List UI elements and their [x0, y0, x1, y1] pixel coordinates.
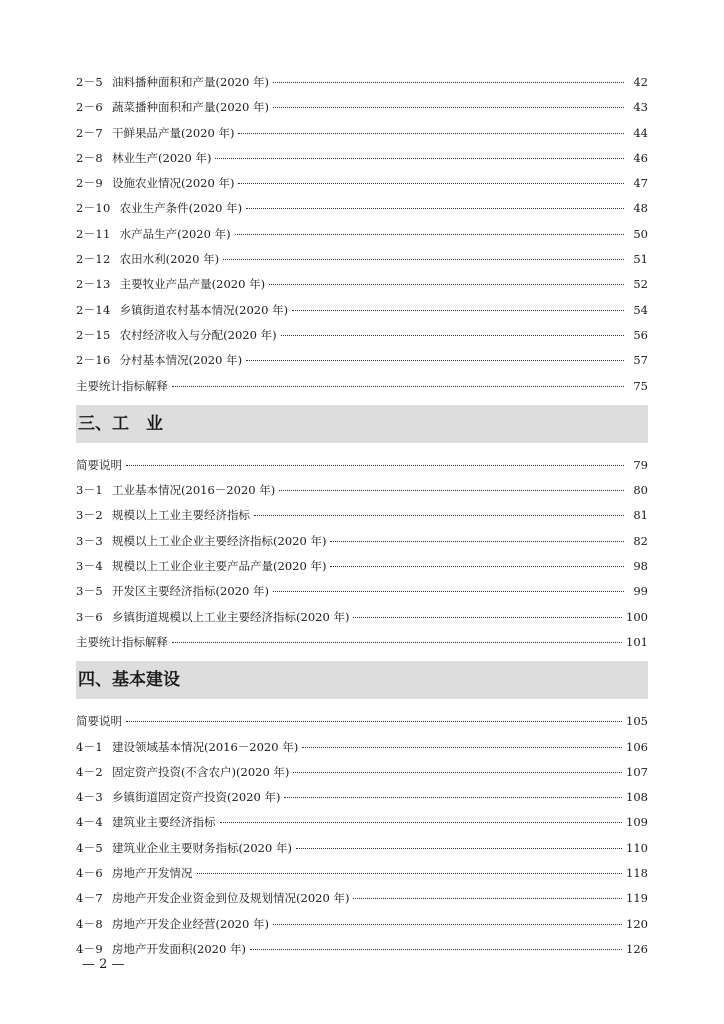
dot-leader — [235, 234, 624, 235]
toc-entry-title: 乡镇街道固定资产投资(2020 年) — [112, 790, 281, 805]
toc-entry[interactable] — [76, 760, 648, 785]
toc-entry-page: 56 — [633, 327, 648, 342]
toc-entry-title: 建筑业企业主要财务指标(2020 年) — [112, 840, 292, 855]
toc-entry-number: 3－5 — [76, 584, 104, 599]
toc-entry-number: 4－1 — [76, 739, 104, 754]
toc-entry[interactable] — [76, 298, 648, 323]
toc-entry[interactable] — [76, 453, 648, 478]
dot-leader — [238, 133, 624, 134]
toc-entry-page: 51 — [633, 252, 648, 267]
toc-entry-title: 规模以上工业主要经济指标 — [112, 508, 251, 523]
dot-leader — [172, 386, 624, 387]
dot-leader — [284, 797, 622, 798]
toc-entry[interactable] — [76, 709, 648, 734]
toc-entry-title: 房地产开发企业经营(2020 年) — [112, 916, 269, 931]
toc-entry-title: 主要统计指标解释 — [76, 634, 168, 649]
toc-entry[interactable] — [76, 554, 648, 579]
toc-entry-page: 99 — [633, 584, 648, 599]
toc-entry-title: 建筑业主要经济指标 — [112, 815, 216, 830]
toc-entry[interactable] — [76, 785, 648, 810]
toc-entry-page: 100 — [626, 609, 648, 624]
toc-entry-page: 43 — [633, 100, 648, 115]
toc-entry-title: 水产品生产(2020 年) — [119, 226, 231, 241]
section-heading: 三、工 业 — [76, 405, 648, 443]
toc-entry[interactable] — [76, 529, 648, 554]
toc-entry-title: 房地产开发企业资金到位及规划情况(2020 年) — [112, 891, 350, 906]
toc-entry[interactable] — [76, 937, 648, 962]
toc-entry-number: 2－9 — [76, 176, 104, 191]
dot-leader — [293, 772, 622, 773]
toc-entry[interactable] — [76, 912, 648, 937]
toc-entry[interactable] — [76, 222, 648, 247]
toc-entry-number: 3－1 — [76, 483, 104, 498]
toc-entry-number: 2－8 — [76, 150, 104, 165]
toc-entry[interactable] — [76, 323, 648, 348]
toc-entry-number: 2－14 — [76, 302, 111, 317]
toc-entry-page: 75 — [633, 378, 648, 393]
toc-entry[interactable] — [76, 605, 648, 630]
dot-leader — [279, 490, 624, 491]
toc-entry[interactable] — [76, 374, 648, 399]
toc-entry-number: 4－7 — [76, 891, 104, 906]
dot-leader — [126, 465, 624, 466]
toc-entry-title: 工业基本情况(2016－2020 年) — [112, 483, 276, 498]
toc-entry-number: 2－5 — [76, 75, 104, 89]
dot-leader — [238, 183, 624, 184]
toc-entry-number: 4－8 — [76, 916, 104, 931]
dot-leader — [223, 259, 624, 260]
dot-leader — [273, 82, 624, 83]
toc-entry[interactable] — [76, 196, 648, 221]
toc-entry[interactable] — [76, 478, 648, 503]
toc-entry-title: 干鲜果品产量(2020 年) — [112, 125, 235, 140]
toc-entry-page: 82 — [633, 533, 648, 548]
toc-entry[interactable] — [76, 121, 648, 146]
toc-entry-page: 101 — [626, 634, 648, 649]
dot-leader — [296, 848, 622, 849]
dot-leader — [330, 566, 624, 567]
dot-leader — [273, 107, 624, 108]
toc-entry-number: 2－10 — [76, 201, 111, 216]
toc-entry-title: 主要统计指标解释 — [76, 378, 168, 393]
toc-entry[interactable] — [76, 836, 648, 861]
toc-entry-title: 油料播种面积和产量(2020 年) — [112, 75, 269, 89]
dot-leader — [246, 208, 624, 209]
toc-entry-page: 105 — [626, 714, 648, 729]
toc-entry-page: 57 — [633, 353, 648, 368]
toc-entry[interactable] — [76, 503, 648, 528]
toc-entry[interactable] — [76, 171, 648, 196]
toc-entry[interactable] — [76, 630, 648, 655]
toc-entry-title: 分村基本情况(2020 年) — [119, 353, 243, 368]
toc-entry-page: 81 — [633, 508, 648, 523]
toc-entry-page: 54 — [633, 302, 648, 317]
toc-entry-page: 48 — [633, 201, 648, 216]
toc-entry-title: 农业生产条件(2020 年) — [119, 201, 243, 216]
dot-leader — [281, 335, 624, 336]
toc-entry-title: 设施农业情况(2020 年) — [112, 176, 235, 191]
dot-leader — [197, 873, 623, 874]
dot-leader — [302, 747, 622, 748]
toc-entry[interactable] — [76, 70, 648, 95]
toc-entry-number: 4－3 — [76, 790, 104, 805]
dot-leader — [172, 642, 622, 643]
toc-entry-title: 主要牧业产品产量(2020 年) — [119, 277, 266, 292]
toc-entry-title: 房地产开发面积(2020 年) — [112, 941, 246, 956]
toc-entry-page: 126 — [626, 941, 648, 956]
toc-entry-page: 47 — [633, 176, 648, 191]
toc-entry-page: 120 — [626, 916, 648, 931]
toc-entry-title: 简要说明 — [76, 457, 122, 472]
toc-entry-number: 4－9 — [76, 941, 104, 956]
dot-leader — [126, 721, 622, 722]
toc-entry-title: 林业生产(2020 年) — [112, 150, 212, 165]
toc-entry-number: 3－6 — [76, 609, 104, 624]
toc-entry-number: 2－6 — [76, 100, 104, 115]
dot-leader — [353, 617, 622, 618]
toc-entry-page: 44 — [633, 125, 648, 140]
dot-leader — [254, 515, 624, 516]
toc-entry[interactable] — [76, 146, 648, 171]
toc-entry[interactable] — [76, 348, 648, 373]
toc-entry-number: 3－2 — [76, 508, 104, 523]
toc-entry-page: 107 — [626, 764, 648, 779]
toc-entry-title: 农田水利(2020 年) — [119, 252, 220, 267]
toc-entry-title: 建设领域基本情况(2016－2020 年) — [112, 739, 299, 754]
toc-entry-title: 开发区主要经济指标(2020 年) — [112, 584, 269, 599]
dot-leader — [215, 158, 624, 159]
dot-leader — [330, 541, 624, 542]
toc-entry-number: 2－13 — [76, 277, 111, 292]
toc-entry[interactable] — [76, 810, 648, 835]
toc-entry-number: 2－11 — [76, 226, 111, 241]
dot-leader — [353, 898, 622, 899]
dot-leader — [220, 822, 623, 823]
toc-entry-page: 118 — [626, 866, 648, 881]
toc-entry-page: 52 — [633, 277, 648, 292]
toc-entry-page: 42 — [633, 75, 648, 89]
dot-leader — [273, 591, 624, 592]
toc-entry-title: 简要说明 — [76, 714, 122, 729]
toc-entry-page: 119 — [626, 891, 648, 906]
dot-leader — [269, 284, 624, 285]
dot-leader — [273, 924, 622, 925]
toc-entry-title: 房地产开发情况 — [112, 866, 193, 881]
toc-entry-title: 固定资产投资(不含农户)(2020 年) — [112, 764, 290, 779]
toc-entry-page: 46 — [633, 150, 648, 165]
toc-entry[interactable] — [76, 247, 648, 272]
toc-entry-page: 79 — [633, 457, 648, 472]
toc-entry-number: 4－4 — [76, 815, 104, 830]
toc-entry-title: 蔬菜播种面积和产量(2020 年) — [112, 100, 269, 115]
toc-entry[interactable] — [76, 579, 648, 604]
toc-entry-page: 109 — [626, 815, 648, 830]
toc-entry-number: 2－16 — [76, 353, 111, 368]
dot-leader — [250, 949, 622, 950]
toc-entry-number: 4－6 — [76, 866, 104, 881]
toc-entry-title: 乡镇街道规模以上工业主要经济指标(2020 年) — [112, 609, 350, 624]
toc-entry-number: 3－4 — [76, 559, 104, 574]
toc-entry-number: 4－2 — [76, 764, 104, 779]
toc-entry-page: 108 — [626, 790, 648, 805]
toc-entry[interactable] — [76, 272, 648, 297]
toc-entry-number: 4－5 — [76, 840, 104, 855]
page-footer-number: — 2 — — [82, 957, 125, 972]
dot-leader — [246, 360, 624, 361]
toc-entry-title: 农村经济收入与分配(2020 年) — [119, 327, 277, 342]
dot-leader — [292, 310, 624, 311]
toc-entry-title: 乡镇街道农村基本情况(2020 年) — [119, 302, 289, 317]
toc-entry[interactable] — [76, 95, 648, 120]
toc-entry-title: 规模以上工业企业主要经济指标(2020 年) — [112, 533, 327, 548]
toc-entry-number: 3－3 — [76, 533, 104, 548]
toc-entry-page: 106 — [626, 739, 648, 754]
toc-entry[interactable] — [76, 861, 648, 886]
table-of-contents — [76, 70, 648, 962]
toc-entry[interactable] — [76, 886, 648, 911]
toc-entry[interactable] — [76, 735, 648, 760]
toc-entry-title: 规模以上工业企业主要产品产量(2020 年) — [112, 559, 327, 574]
toc-entry-page: 80 — [633, 483, 648, 498]
toc-entry-page: 50 — [633, 226, 648, 241]
section-heading: 四、基本建设 — [76, 661, 648, 699]
toc-entry-number: 2－12 — [76, 252, 111, 267]
toc-entry-page: 98 — [633, 559, 648, 574]
toc-entry-number: 2－15 — [76, 327, 111, 342]
toc-entry-page: 110 — [626, 840, 648, 855]
toc-entry-number: 2－7 — [76, 125, 104, 140]
